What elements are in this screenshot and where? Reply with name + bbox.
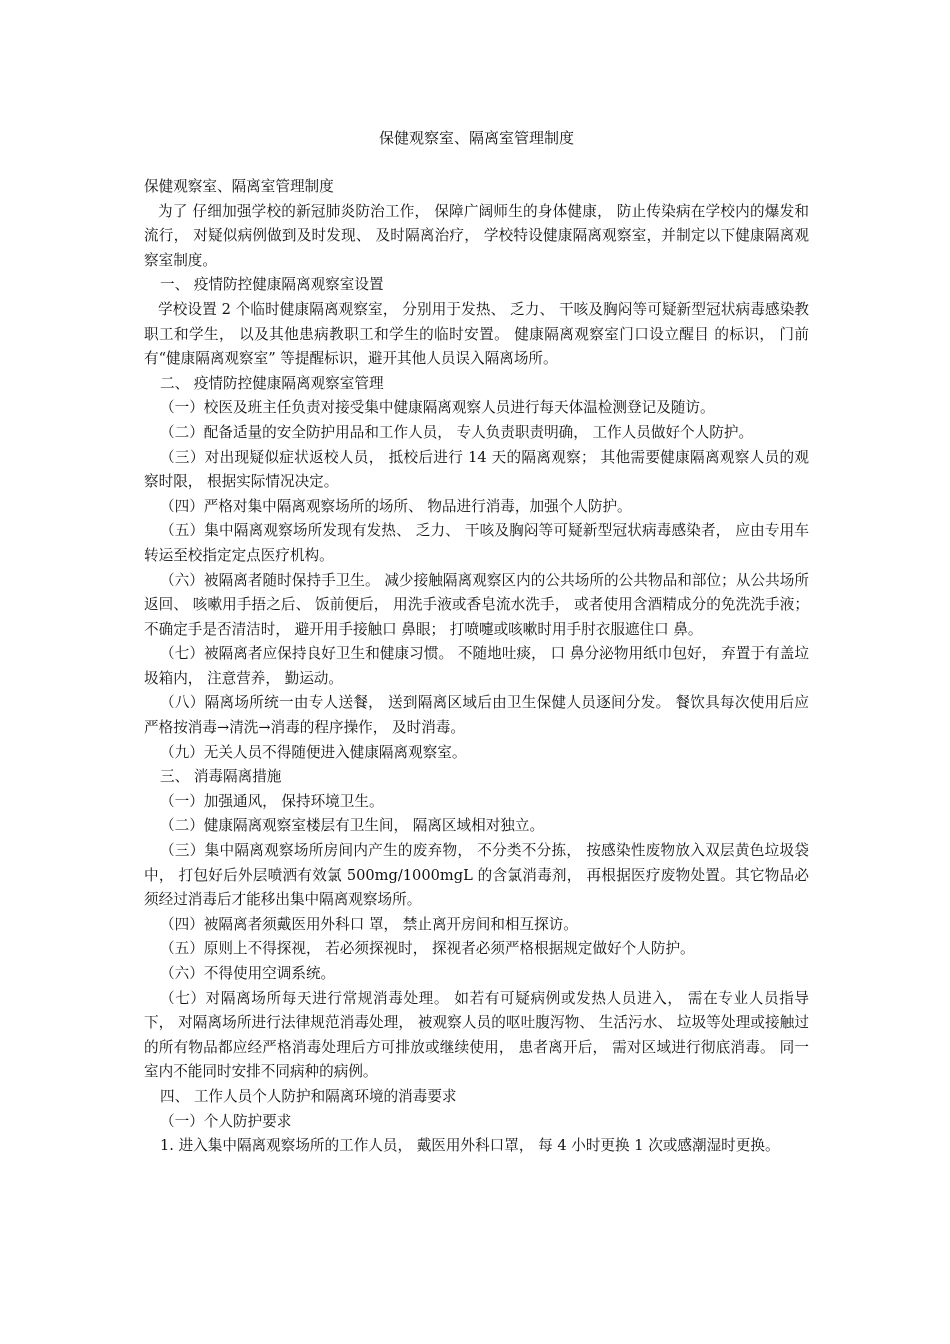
paragraph-item: （二）健康隔离观察室楼层有卫生间， 隔离区域相对独立。 <box>160 817 545 835</box>
paragraph-item: （一）校医及班主任负责对接受集中健康隔离观察人员进行每天体温检测登记及随访。 <box>160 399 715 417</box>
section-heading-4: 四、 工作人员个人防护和隔离环境的消毒要求 <box>160 1087 457 1105</box>
document-title: 保健观察室、隔离室管理制度 <box>378 129 574 147</box>
section-heading-2: 二、 疫情防控健康隔离观察室管理 <box>160 374 384 392</box>
paragraph-item: （一）加强通风， 保持环境卫生。 <box>160 792 384 810</box>
paragraph-item: （七）对隔离场所每天进行常规消毒处理。 如若有可疑病例或发热人员进入， 需在专业人员指导下， 对隔离场所进行法律规范消毒处理， 被观察人员的呕吐腹泻物、 生活污水、 垃圾等处理或接触过的所有物品都应经严格消毒处理后方可排放或继续使用， 患者离开后， 需对区域进行彻底消毒。 同一室内不能同时安排不同病种的病例。 <box>144 989 809 1081</box>
paragraph-item: （二）配备适量的安全防护用品和工作人员， 专人负责职责明确， 工作人员做好个人防护。 <box>160 423 754 441</box>
section-heading-1: 一、 疫情防控健康隔离观察室设置 <box>160 276 384 294</box>
paragraph-item: （五）原则上不得探视， 若必须探视时， 探视者必须严格根据规定做好个人防护。 <box>160 940 695 958</box>
document-page <box>144 126 809 1159</box>
paragraph-item: （七）被隔离者应保持良好卫生和健康习惯。 不随地吐痰， 口 鼻分泌物用纸巾包好， 弃置于有盖垃圾箱内， 注意营养， 勤运动。 <box>144 645 809 687</box>
document-subtitle: 保健观察室、隔离室管理制度 <box>144 178 334 195</box>
paragraph-item: （八）隔离场所统一由专人送餐， 送到隔离区域后由卫生保健人员逐间分发。 餐饮具每次使用后应严格按消毒→清洗→消毒的程序操作， 及时消毒。 <box>144 694 809 737</box>
paragraph-setup: 学校设置 2 个临时健康隔离观察室， 分别用于发热、 乏力、 干咳及胸闷等可疑新型冠状病毒感染教职工和学生， 以及其他患病教职工和学生的临时安置。 健康隔离观察室门口设立醒目 的标识， 门前有“健康隔离观察室” 等提醒标识，避开其他人员误入隔离场所。 <box>144 300 809 368</box>
section-heading-3: 三、 消毒隔离措施 <box>160 768 282 786</box>
paragraph-item: （五）集中隔离观察场所发现有发热、 乏力、 干咳及胸闷等可疑新型冠状病毒感染者， 应由专用车转运至校指定定点医疗机构。 <box>144 522 809 564</box>
paragraph-item: （九）无关人员不得随便进入健康隔离观察室。 <box>160 743 467 761</box>
paragraph-item: 1. 进入集中隔离观察场所的工作人员， 戴医用外科口罩， 每 4 小时更换 1 次或感潮湿时更换。 <box>160 1137 780 1155</box>
paragraph-intro: 为了 仔细加强学校的新冠肺炎防治工作， 保障广阔师生的身体健康， 防止传染病在学校内的爆发和流行， 对疑似病例做到及时发现、 及时隔离治疗， 学校特设健康隔离观察室，并制定以下健康隔离观察室制度。 <box>144 202 809 269</box>
paragraph-item: （四）被隔离者须戴医用外科口 罩， 禁止离开房间和相互探访。 <box>160 915 578 933</box>
paragraph-item: （四）严格对集中隔离观察场所的场所、 物品进行消毒，加强个人防护。 <box>160 497 632 515</box>
paragraph-item: （三）对出现疑似症状返校人员， 抵校后进行 14 天的隔离观察； 其他需要健康隔离观察人员的观察时限， 根据实际情况决定。 <box>144 448 809 491</box>
paragraph-item: （六）不得使用空调系统。 <box>160 965 336 982</box>
paragraph-item: （三）集中隔离观察场所房间内产生的废弃物， 不分类不分拣， 按感染性废物放入双层黄色垃圾袋中， 打包好后外层喷洒有效氯 500mg/1000mgL 的含氯消毒剂， 再根据医疗废物处置。其它物品必须经过消毒后才能移出集中隔离观察场所。 <box>144 842 809 909</box>
paragraph-item: （六）被隔离者随时保持手卫生。 减少接触隔离观察区内的公共场所的公共物品和部位；从公共场所返回、 咳嗽用手捂之后、 饭前便后， 用洗手液或香皂流水洗手， 或者使用含酒精成分的免洗洗手液； 不确定手是否清洁时， 避开用手接触口 鼻眼； 打喷嚏或咳嗽时用手肘衣服遮住口 鼻。 <box>144 571 809 638</box>
paragraph-item: （一）个人防护要求 <box>160 1112 292 1130</box>
